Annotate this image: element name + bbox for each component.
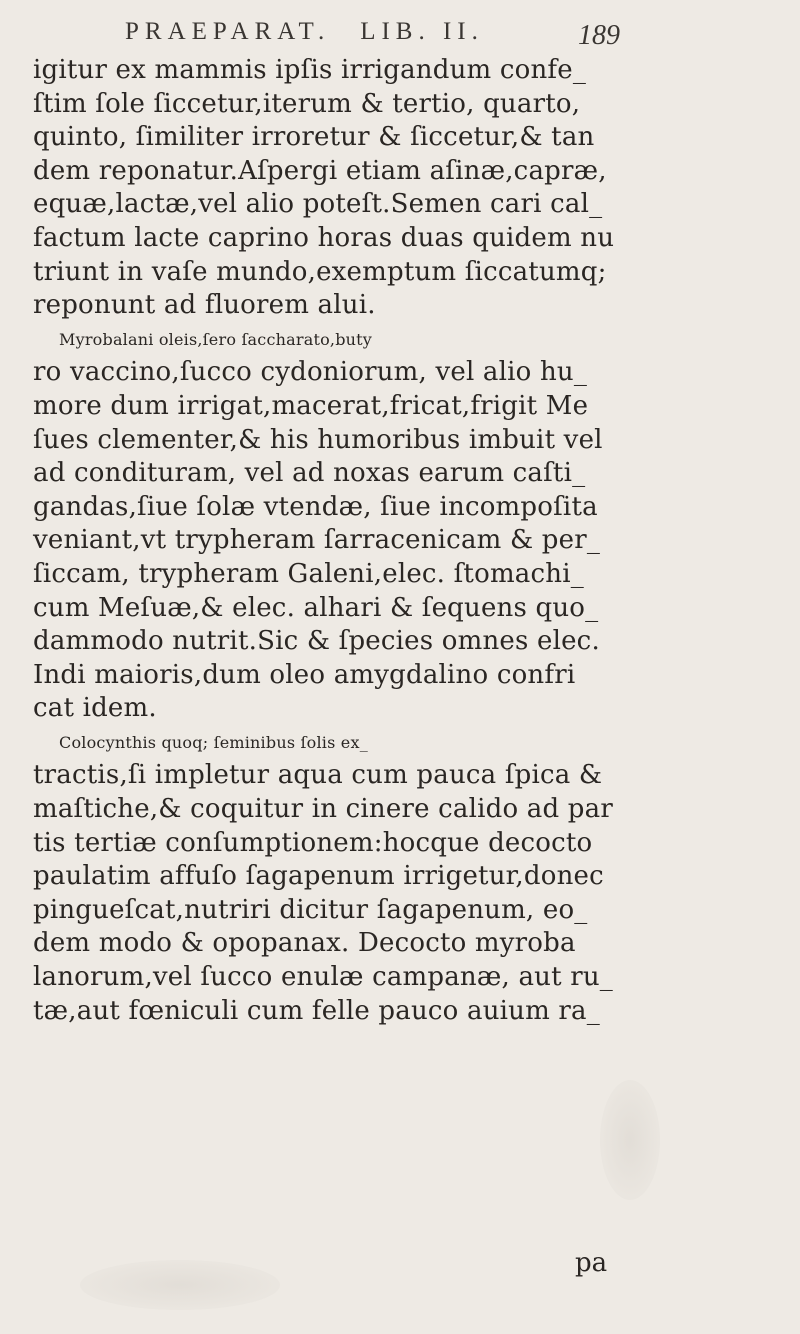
text-line: tractis,ſi impletur aqua cum pauca ſpica & <box>33 760 603 791</box>
text-line: maſtiche,& coquitur in cinere calido ad par <box>33 794 613 825</box>
running-head <box>125 18 484 46</box>
text-line: dammodo nutrit.Sic & ſpecies omnes elec. <box>33 626 600 657</box>
text-line: tæ,aut fœniculi cum felle pauco auium ra_ <box>33 995 600 1026</box>
text-line: dem reponatur.Aſpergi etiam aſinæ,capræ, <box>33 155 607 186</box>
text-line: quinto, ſimiliter irroretur & ſiccetur,& tan <box>33 122 595 153</box>
text-line: factum lacte caprino horas duas quidem nu <box>33 222 615 253</box>
page-number: 189 <box>578 20 620 51</box>
body-text <box>33 54 633 1028</box>
text-line: veniant,vt trypheram ſarracenicam & per_ <box>33 525 601 556</box>
text-line: ad condituram, vel ad noxas earum caſti_ <box>33 458 586 489</box>
text-line: cat idem. <box>33 693 157 724</box>
text-line: Indi maioris,dum oleo amygdalino confri <box>33 659 576 690</box>
paper-stain <box>600 1080 660 1200</box>
text-line: ſues clementer,& his humoribus imbuit vel <box>33 424 603 455</box>
text-line: equæ,lactæ,vel alio poteſt.Semen cari cal_ <box>33 189 603 220</box>
text-line: tis tertiæ conſumptionem:hocque decocto <box>33 827 593 858</box>
text-line: more dum irrigat,macerat,fricat,frigit Me <box>33 390 589 421</box>
text-line: igitur ex mammis ipſis irrigandum confe_ <box>33 55 587 85</box>
text-line: gandas,ſiue ſolæ vtendæ, ſiue incompoſita <box>33 491 598 522</box>
catchword: pa <box>575 1248 608 1278</box>
text-line: lanorum,vel ſucco enulæ campanæ, aut ru_ <box>33 962 613 993</box>
paragraph-start-line: Myrobalani oleis,ſero ſaccharato,buty <box>59 329 373 349</box>
text-line: dem modo & opopanax. Decocto myroba <box>33 928 576 959</box>
paper-stain <box>80 1260 280 1310</box>
text-line: pingueſcat,nutriri dicitur ſagapenum, eo_ <box>33 894 588 925</box>
running-head-book: LIB. II. <box>360 18 484 45</box>
text-line: paulatim affuſo ſagapenum irrigetur,donec <box>33 861 604 892</box>
text-line: triunt in vaſe mundo,exemptum ſiccatumq; <box>33 256 607 287</box>
running-head-title: PRAEPARAT. <box>125 18 331 45</box>
paragraph-start-line: Colocynthis quoq; ſeminibus ſolis ex_ <box>59 732 368 752</box>
text-line: ſtim ſole ſiccetur,iterum & tertio, quarto, <box>33 88 581 119</box>
text-line: ro vaccino,ſucco cydoniorum, vel alio hu_ <box>33 357 588 388</box>
text-line: reponunt ad fluorem alui. <box>33 290 376 321</box>
text-line: cum Meſuæ,& elec. alhari & ſequens quo_ <box>33 592 599 623</box>
text-line: ſiccam, trypheram Galeni,elec. ſtomachi_ <box>33 558 584 589</box>
